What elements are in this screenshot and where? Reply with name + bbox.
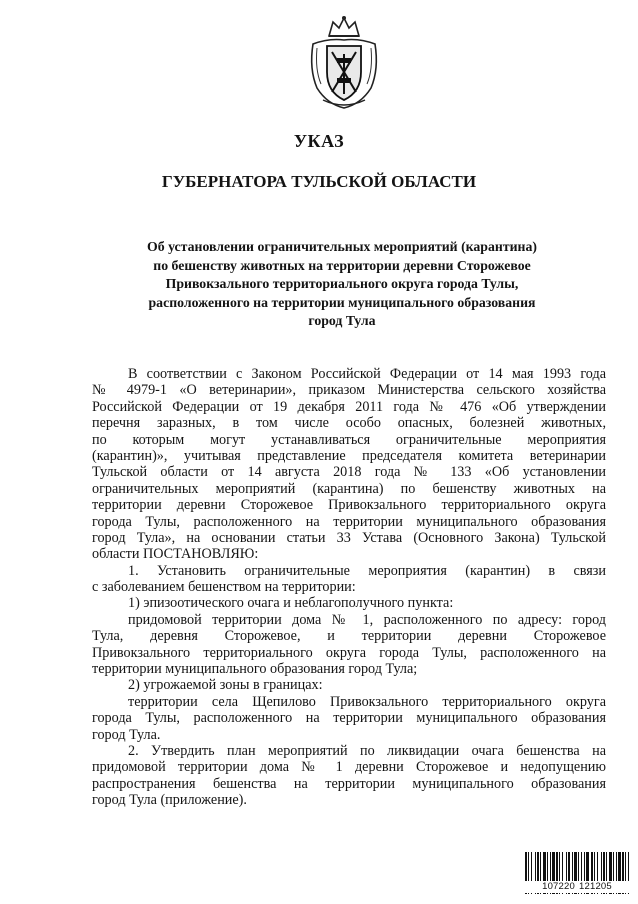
decree-body	[92, 366, 606, 809]
body-line: области ПОСТАНОВЛЯЮ:	[92, 546, 259, 563]
heading-line: по бешенству животных на территории деревни Сторожевое	[153, 257, 531, 273]
body-line: Российской Федерации от 19 декабря 2011 года № 476 «Об утверждении	[92, 398, 606, 415]
body-line: территории деревни Сторожевое Привокзального территориального округа	[92, 497, 606, 514]
body-line: 2) угрожаемой зоны в границах:	[128, 677, 323, 694]
body-line: 2. Утвердить план мероприятий по ликвидации очага бешенства на	[128, 742, 606, 759]
body-line: территории муниципального образования город Тула;	[92, 661, 418, 678]
body-line: город Тула (приложение).	[92, 792, 247, 809]
body-line: Тула, деревня Сторожевое, и территории деревни Сторожевое	[92, 628, 606, 645]
heading-line: город Тула	[308, 313, 376, 328]
body-line: № 4979-1 «О ветеринарии», приказом Министерства сельского хозяйства	[92, 382, 606, 399]
decree-heading	[92, 238, 592, 331]
barcode-number-right: 121205	[579, 881, 612, 892]
body-line: Привокзального территориального округа города Тулы, расположенного на	[92, 644, 606, 661]
body-line: города Тулы, расположенного на территории муниципального образования	[92, 710, 606, 727]
body-line: Тульской области от 14 августа 2018 года № 133 «Об установлении	[92, 464, 606, 481]
body-line: В соответствии с Законом Российской Федерации от 14 мая 1993 года	[128, 366, 606, 382]
document-issuer: ГУБЕРНАТОРА ТУЛЬСКОЙ ОБЛАСТИ	[161, 172, 477, 191]
document-title: УКАЗ	[293, 131, 345, 151]
barcode-number	[524, 881, 630, 893]
body-line: территории села Щепилово Привокзального территориального округа	[128, 693, 606, 710]
body-line: с заболеванием бешенством на территории:	[92, 579, 356, 596]
body-line: по которым могут устанавливаться ограничительные мероприятия	[92, 431, 606, 448]
body-line: придомовой территории дома № 1, расположенного по адресу: город	[128, 611, 606, 628]
body-line: распространения бешенства на территории муниципального образования	[92, 775, 606, 792]
coat-of-arms-emblem	[307, 14, 381, 110]
body-line: (карантин)», учитывая представление председателя комитета ветеринарии	[92, 447, 606, 464]
body-line: ограничительных мероприятий (карантина) по бешенству животных на	[92, 480, 606, 497]
heading-line: Об установлении ограничительных мероприятий (карантина)	[146, 239, 537, 254]
body-line: перечня заразных, в том числе особо опасных, болезней животных,	[92, 415, 606, 432]
body-line: города Тулы, расположенного на территории муниципального образования	[92, 513, 606, 530]
body-line: 1. Установить ограничительные мероприятия (карантин) в связи	[128, 562, 606, 579]
barcode-number-left: 107220	[542, 881, 575, 892]
body-line: город Тула», на основании статьи 33 Устава (Основного Закона) Тульской	[92, 529, 606, 546]
heading-line: расположенного на территории муниципального образования	[148, 294, 536, 310]
body-line: 1) эпизоотического очага и неблагополучного пункта:	[128, 595, 454, 612]
body-line: придомовой территории дома № 1 деревни Сторожевое и недопущению	[92, 759, 606, 776]
heading-line: Привокзального территориального округа города Тулы,	[165, 276, 519, 291]
body-line: город Тула.	[92, 726, 161, 743]
